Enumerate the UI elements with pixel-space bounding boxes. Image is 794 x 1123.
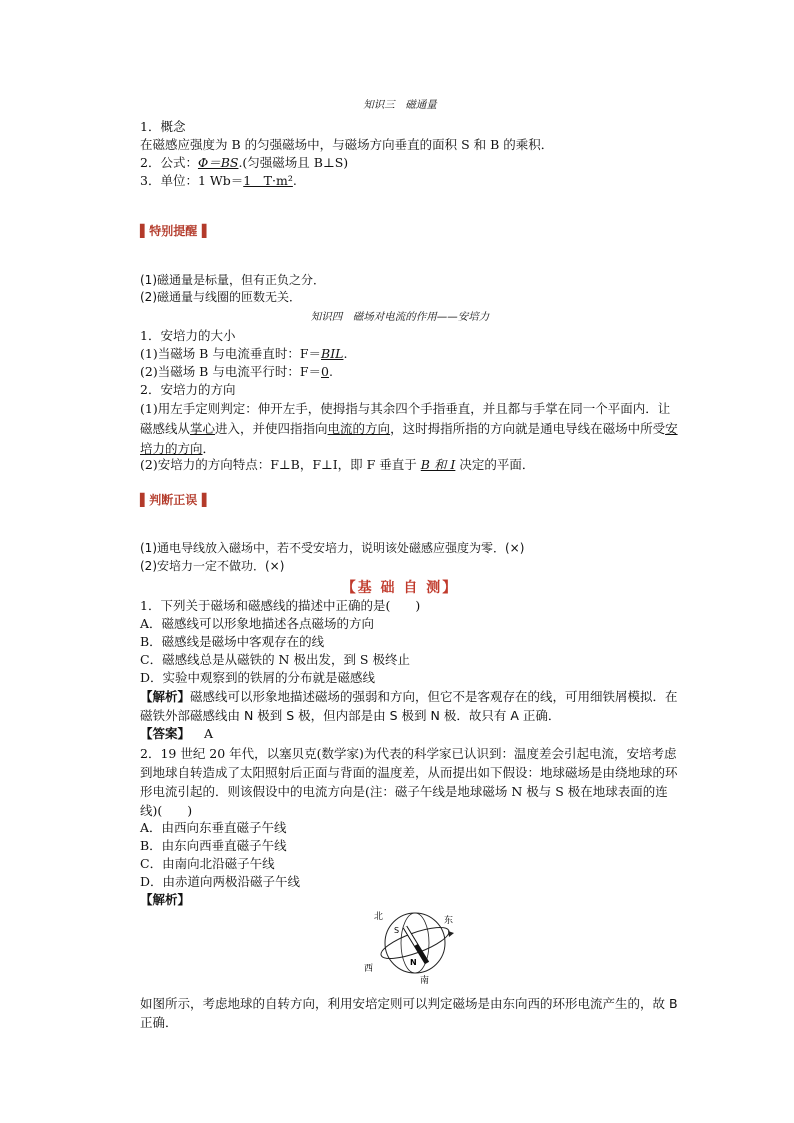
sec3-unit: 3．单位：1 Wb＝1 T·m². xyxy=(140,173,297,188)
arrow-icon xyxy=(448,931,454,937)
sec3-formula: 2．公式：Φ＝BS.(匀强磁场且 B⊥S) xyxy=(140,155,349,170)
label-s-pole: S xyxy=(394,926,400,935)
q2-option-a: A．由西向东垂直磁子午线 xyxy=(140,820,287,835)
sec4-perpendicular: (1)当磁场 B 与电流垂直时：F＝BIL. xyxy=(140,346,348,361)
sec3-concept-text: 在磁感应强度为 B 的匀强磁场中，与磁场方向垂直的面积 S 和 B 的乘积． xyxy=(140,137,554,152)
q1-answer: 【答案】 A xyxy=(140,726,214,741)
judge-line-1: (1)通电导线放入磁场中，若不受安培力，说明该处磁感应强度为零．(×) xyxy=(140,541,525,555)
q2-option-d: D．由赤道向两极沿磁子午线 xyxy=(140,874,301,889)
judge-line-2: (2)安培力一定不做功．(×) xyxy=(140,559,285,573)
q2-explanation: 如图所示，考虑地球的自转方向，利用安培定则可以判定磁场是由东向西的环形电流产生的，故 B 正确． xyxy=(140,996,678,1030)
left-hand-rule-paragraph: (1)用左手定则判定：伸开左手，使拇指与其余四个手指垂直，并且都与手掌在同一个平面内．让磁感线从掌心进入，并使四指指向电流的方向，这时拇指所指的方向就是通电导线在磁场中所受安培力的方向． xyxy=(140,401,678,456)
label-north: 北 xyxy=(374,912,384,922)
label-n-pole: N xyxy=(410,958,417,967)
q1-option-a: A．磁感线可以形象地描述各点磁场的方向 xyxy=(140,616,375,631)
q1-explanation: 【解析】磁感线可以形象地描述磁场的强弱和方向，但它不是客观存在的线，可用细铁屑模拟．在磁铁外部磁感线由 N 极到 S 极，但内部是由 S 极到 N 极．故只有 A 正确． xyxy=(140,689,678,723)
label-east: 东 xyxy=(444,916,454,926)
sec4-parallel: (2)当磁场 B 与电流平行时：F＝0. xyxy=(140,364,333,379)
label-west: 西 xyxy=(364,964,374,974)
q1-option-b: B．磁感线是磁场中客观存在的线 xyxy=(140,634,325,649)
tip1-line-1: (1)磁通量是标量，但有正负之分． xyxy=(140,273,325,287)
q2-option-c: C．由南向北沿磁子午线 xyxy=(140,856,275,871)
q1-option-d: D．实验中观察到的铁屑的分布就是磁感线 xyxy=(140,670,376,685)
self-test-heading: 【基 础 自 测】 xyxy=(341,580,459,596)
label-south: 南 xyxy=(420,976,430,985)
formula-answer: Φ＝BS xyxy=(197,155,239,170)
section-3-title: 知识三 磁通量 xyxy=(363,99,437,111)
special-reminder-tag: ▌特别提醒▐ xyxy=(140,224,207,238)
sec4-direction-label: 2．安培力的方向 xyxy=(140,382,236,397)
earth-magnet-figure xyxy=(360,905,470,985)
sec4-size-label: 1．安培力的大小 xyxy=(140,328,236,343)
question-1: 1．下列关于磁场和磁感线的描述中正确的是( ) xyxy=(140,598,421,613)
section-4-title: 知识四 磁场对电流的作用——安培力 xyxy=(310,311,490,323)
sec3-concept-label: 1．概念 xyxy=(140,119,186,134)
q2-explanation-label: 【解析】 xyxy=(140,892,191,907)
unit-answer: 1 T·m² xyxy=(243,173,293,188)
q2-option-b: B．由东向西垂直磁子午线 xyxy=(140,838,287,853)
q1-option-c: C．磁感线总是从磁铁的 N 极出发，到 S 极终止 xyxy=(140,652,410,667)
tip1-line-2: (2)磁通量与线圈的匝数无关． xyxy=(140,290,301,304)
question-2: 2．19 世纪 20 年代，以塞贝克(数学家)为代表的科学家已认识到：温度差会引起电流，安培考虑到地球自转造成了太阳照射后正面与背面的温度差，从而提出如下假设：地球磁场是由绕地球的环形电流引起的．则该假设中的电流方向是(注：磁子午线是地球磁场 N 极与 S 极在地球表面的连线)( ) xyxy=(140,746,678,818)
judge-right-wrong-tag: ▌判断正误▐ xyxy=(140,493,207,507)
sec4-direction-features: (2)安培力的方向特点：F⊥B，F⊥I，即 F 垂直于 B 和 I 决定的平面． xyxy=(140,457,535,472)
